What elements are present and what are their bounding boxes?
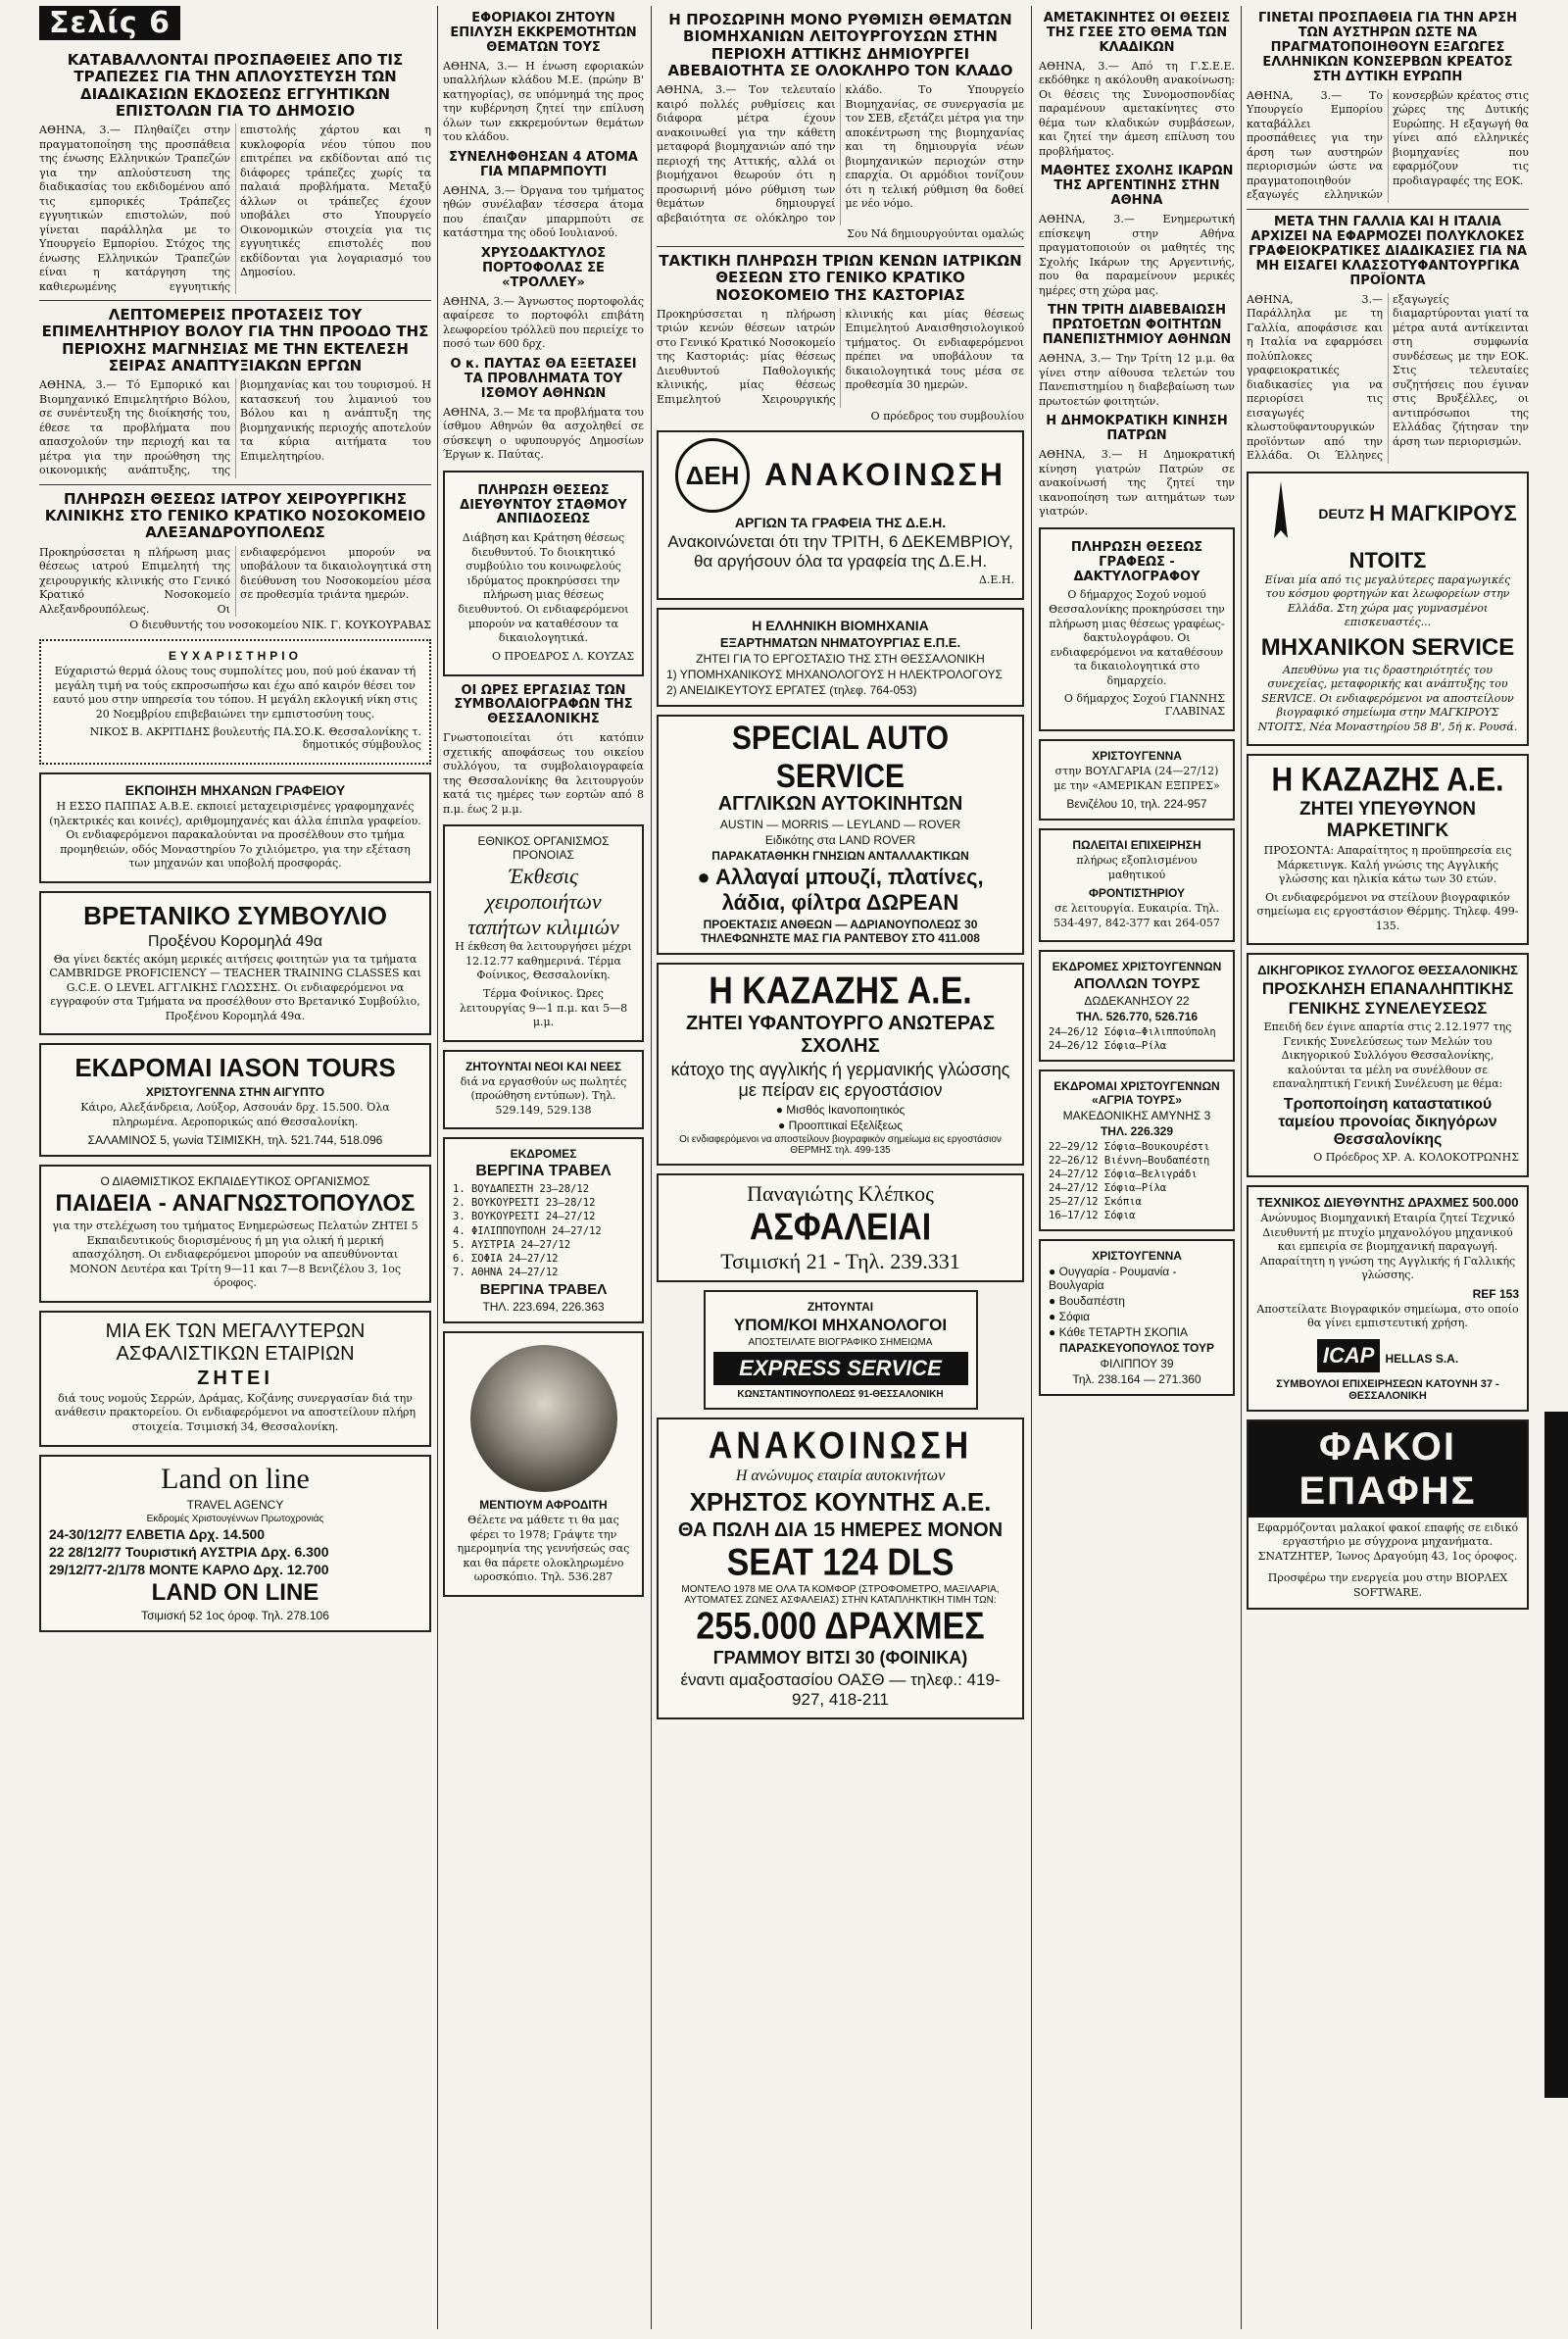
ad-subtitle: TRAVEL AGENCY (186, 1497, 284, 1512)
ad-land-on-line (39, 1455, 431, 1632)
trip-item: 5. ΑΥΣΤΡΙΑ 24—27/12 (453, 1238, 571, 1251)
ad-title: Η ΕΛΛΗΝΙΚΗ ΒΙΟΜΗΧΑΝΙΑ (752, 617, 929, 633)
divider (39, 300, 431, 301)
trip-item: 22—26/12 Βιέννη—Βουδαπέστη (1049, 1154, 1210, 1167)
ad-item: ● Προοπτικαί Εξελίξεως (778, 1118, 903, 1132)
ad-top: ΕΘΝΙΚΟΣ ΟΡΓΑΝΙΣΜΟΣ ΠΡΟΝΟΙΑΣ (477, 834, 610, 863)
ad-brand: DEUTZ (1318, 505, 1365, 522)
column-2 (443, 6, 644, 1605)
ad-topic: Τροποποίηση καταστατικού ταμείου προνοίας δικηγόρων Θεσσαλονίκης (1278, 1096, 1497, 1148)
article-signature: Σου Νά δημιουργούνται ομαλώς (847, 227, 1024, 241)
ad-title: ΑΣΦΑΛΕΙΑΙ (749, 1205, 932, 1249)
trip-item: 22 28/12/77 Τουριστική ΑΥΣΤΡΙΑ Δρχ. 6.300 (49, 1543, 329, 1560)
article-body: Γνωστοποιείται ότι κατόπιν σχετικής αποφάσεως του οικείου συλλόγου, τα συμβολαιογραφεία της Θεσσαλονίκης θα λειτουργούν κατά τις ημέρες των εορτών από 8 π.μ. έως 2 μ.μ. (443, 731, 644, 816)
ad-body: Εφαρμόζονται μαλακοί φακοί επαφής σε ειδικό εργαστήριο με σύγχρονα μηχανήματα. ΣΝΑΤΖΗΤΕΡ, Ίωνος Δραγούμη 43, 1ος όροφος. (1256, 1520, 1519, 1563)
article-title: ΠΛΗΡΩΣΗ ΘΕΣΕΩΣ ΙΑΤΡΟΥ ΧΕΙΡΟΥΡΓΙΚΗΣ ΚΛΙΝΙΚΗΣ ΣΤΟ ΓΕΝΙΚΟ ΚΡΑΤΙΚΟ ΝΟΣΟΚΟΜΕΙΟ ΑΛΕΞΑΝΔΡΟΥΠΟΛΕΩΣ (44, 489, 426, 542)
article-body: ΑΘΗΝΑ, 3.— Το Υπουργείο Εμπορίου καταβάλλει προσπάθειες για την άρση των αυστηρών περιορισμών ώστε να πραγματοποιηθούν εξαγωγές ελληνικών κονσερβών κρέατος στις χώρες της Δυτικής Ευρώπης. Η εξαγωγή θα γίνει από ελληνικές βιομηχανίες που εφαρμόζουν τις προδιαγραφές της ΕΟΚ. (1247, 88, 1529, 202)
article-freshmen (1039, 304, 1235, 409)
page-edge-strip (1544, 1412, 1568, 2098)
ad-youth-wanted (443, 1050, 644, 1130)
ad-iason-tours (39, 1043, 431, 1157)
ad-address: ΚΩΝΣΤΑΝΤΙΝΟΥΠΟΛΕΩΣ 91-ΘΕΣΣΑΛΟΝΙΚΗ (737, 1388, 944, 1400)
ad-tel: Τηλ. 238.164 — 271.360 (1072, 1371, 1201, 1386)
column-1 (39, 6, 431, 1640)
ad-body: Επειδή δεν έγινε απαρτία στις 2.12.1977 της Γενικής Συνελεύσεως των Μελών του Δικηγορικού Συλλόγου Θεσσαλονίκης, καλούνται τα μέλη να συνέλθουν σε επαναληπτική Γενική Συνέλευση με θέμα: (1263, 1020, 1512, 1091)
ad-thanks (39, 639, 431, 765)
ad-carpets-exhibit (443, 824, 644, 1041)
ad-sale: ΘΑ ΠΩΛΗ ΔΙΑ 15 ΗΜΕΡΕΣ ΜΟΝΟΝ (677, 1518, 1004, 1541)
ad-ref: REF 153 (1472, 1286, 1519, 1301)
ad-specialty: Ειδικότης στα LAND ROVER (764, 832, 916, 847)
ad-seat-sale (657, 1418, 1024, 1719)
article-title: ΓΙΝΕΤΑΙ ΠΡΟΣΠΑΘΕΙΑ ΓΙΑ ΤΗΝ ΑΡΣΗ ΤΩΝ ΑΥΣΤΗΡΩΝ ΩΣΤΕ ΝΑ ΠΡΑΓΜΑΤΟΠΟΙΗΘΟΥΝ ΕΞΑΓΩΓΕΣ ΕΛΛΗΝΙΚΩΝ ΚΟΝΣΕΡΒΩΝ ΚΡΕΑΤΟΣ ΣΤΗ ΔΥΤΙΚΗ ΕΥΡΩΠΗ (1257, 11, 1518, 84)
ad-spinning-industry (657, 608, 1024, 707)
ad-tel: ΤΗΛ. 223.694, 226.363 (482, 1300, 605, 1315)
ad-special-auto-service (657, 715, 1024, 955)
article-title: ΠΛΗΡΩΣΗ ΘΕΣΕΩΣ ΓΡΑΦΕΩΣ - ΔΑΚΤΥΛΟΓΡΑΦΟΥ (1070, 539, 1203, 584)
column-4 (1039, 6, 1235, 1404)
article-title: ΜΑΘΗΤΕΣ ΣΧΟΛΗΣ ΙΚΑΡΩΝ ΤΗΣ ΑΡΓΕΝΤΙΝΗΣ ΣΤΗΝ ΑΘΗΝΑ (1040, 164, 1234, 209)
trip-item: 16—17/12 Σόφια (1049, 1210, 1136, 1222)
article-body: ΑΘΗΝΑ, 3.— Όργανα του τμήματος ηθών συνέλαβαν τέσσερα άτομα που έπαιζαν μπαρμπούτι σε κατάστημα της οδού Ιουλιανού. (443, 183, 644, 240)
ad-address: ΣΑΛΑΜΙΝΟΣ 5, γωνία ΤΣΙΜΙΣΚΗ, τηλ. 521.744, 518.096 (87, 1133, 383, 1148)
article-title: ΛΕΠΤΟΜΕΡΕΙΣ ΠΡΟΤΑΣΕΙΣ ΤΟΥ ΕΠΙΜΕΛΗΤΗΡΙΟΥ ΒΟΛΟΥ ΓΙΑ ΤΗΝ ΠΡΟΟΔΟ ΤΗΣ ΠΕΡΙΟΧΗΣ ΜΑΓΝΗΣΙΑΣ ΜΕ ΤΗΝ ΕΚΤΕΛΕΣΗ ΣΕΙΡΑΣ ΑΝΑΠΤΥΞΙΑΚΩΝ ΕΡΓΩΝ (41, 306, 429, 374)
ad-address: ΔΩΔΕΚΑΝΗΣΟΥ 22 (1084, 994, 1190, 1009)
article-body: Διάβηση και Κράτηση θέσεως διευθυντού. Το διοικητικό συμβούλιο του κοινωφελούς ιδρύματος προκηρύσσει την πλήρωση μιας θέσεως διευθυντού. Οι ενδιαφερόμενοι μπορούν να καταθέσουν τα δικαιολογητικά. (458, 531, 629, 645)
ad-item: ● Μισθός Ικανοποιητικός (775, 1102, 906, 1117)
ad-body: Ανακοινώνεται ότι την ΤΡΙΤΗ, 6 ΔΕΚΕΜΒΡΙΟΥ, θα αργήσουν όλα τα γραφεία της Δ.Ε.Η. (667, 531, 1013, 571)
trip-item: 24—26/12 Σόφια—Φιλιππούπολη (1049, 1026, 1216, 1039)
article-argentina-cadets (1039, 165, 1235, 298)
article-signature: Ο διευθυντής του νοσοκομείου ΝΙΚ. Γ. ΚΟΥΚΟΥΡΑΒΑΣ (129, 619, 431, 632)
ad-body-2: σε λειτουργία. Ευκαιρία. Τηλ. 534-497, 842-377 και 264-057 (1054, 902, 1220, 929)
ad-title-2: ΦΡΟΝΤΙΣΤΗΡΙΟΥ (1088, 886, 1186, 901)
article-arrests (443, 151, 644, 241)
ad-tutoring-sale (1039, 828, 1235, 942)
article-body: ΑΘΗΝΑ, 3.— Τό Εμπορικό και Βιομηχανικό Επιμελητήριο Βόλου, σε συνέντευξη της διοίκησής του, έθεσε τα προβλήματα που απασχολούν την περιοχή και τα μέτρα για την προώθηση της οικονομικής ανάπτυξης, της βιομηχανίας και του τουρισμού. Η κατασκευή του λιμανιού του Βόλου και η ανάπτυξη της βιομηχανικής περιοχής αποτελούν τα κύρια αιτήματα του Επιμελητηρίου. (39, 378, 431, 477)
ad-send: Αποστείλατε Βιογραφικόν σημείωμα, στο οποίο θα γίνει εμπιστευτική χρήση. (1256, 1302, 1519, 1330)
divider (39, 484, 431, 485)
ad-service-title: ΜΗΧΑΝΙΚΟΝ SERVICE (1260, 633, 1515, 661)
ad-kazazis-marketing (1247, 754, 1529, 945)
ad-brand: EXPRESS SERVICE (713, 1352, 968, 1385)
ad-apollon-tours (1039, 950, 1235, 1061)
ad-american-express (1039, 739, 1235, 821)
ad-address: ΜΑΚΕΔΟΝΙΚΗΣ ΑΜΥΝΗΣ 3 (1062, 1108, 1211, 1122)
ad-body: για την στελέχωση του τμήματος Ενημερώσεως Πελατών ΖΗΤΕΙ 5 Εκπαιδευτικούς διορισμένους ή μη για ολική ή μερική απασχόληση. Οι ενδιαφερόμενοι μπορούν να απευθύνονται ΜΟΝΟΝ Δευτέρα και Τρίτη 9—11 και 7—8 Βενιζέλου 3, 1ος όροφος. (52, 1219, 418, 1290)
column-rule (1241, 6, 1242, 2329)
ad-subtitle: Η ανώνυμος εταιρία αυτοκινήτων (735, 1467, 946, 1484)
ad-name: Παναγιώτης Κλέπκος (747, 1180, 934, 1206)
ad-footer: ΒΕΡΓΙΝΑ ΤΡΑΒΕΛ (479, 1281, 608, 1299)
ad-parts: ΠΑΡΑΚΑΤΑΘΗΚΗ ΓΝΗΣΙΩΝ ΑΝΤΑΛΛΑΚΤΙΚΩΝ (711, 848, 969, 863)
ad-express-service (704, 1290, 978, 1410)
ad-tel: ΤΗΛ. 226.329 (1100, 1123, 1174, 1138)
ad-title: Land on line (161, 1462, 310, 1495)
ad-body: πλήρως εξοπλισμένου μαθητικού (1076, 854, 1198, 881)
ad-body: ΖΗΤΕΙ ΓΙΑ ΤΟ ΕΡΓΟΣΤΑΣΙΟ ΤΗΣ ΣΤΗ ΘΕΣΣΑΛΟΝΙΚΗ (696, 651, 985, 666)
ad-subtitle: ΑΡΓΙΩΝ ΤΑ ΓΡΑΦΕΙΑ ΤΗΣ Δ.Ε.Η. (734, 514, 947, 530)
article-body: ΑΘΗΝΑ, 3.— Η ένωση εφοριακών υπαλλήλων κλάδου Μ.Ε. (πρώην Β' κατηγορίας), σε υπόμνημά της προς την κυβέρνηση ζητεί την επίλυση όλων των εκκρεμούντων θεμάτων του κλάδου. (443, 59, 644, 144)
ad-subtitle: ΖΗΤΕΙ ΥΦΑΝΤΟΥΡΓΟ ΑΝΩΤΕΡΑΣ ΣΧΟΛΗΣ (685, 1012, 996, 1057)
ad-footer: Προσφέρω την ενεργεία μου στην ΒΙΟΡΛΕΧ SOFTWARE. (1267, 1571, 1508, 1599)
ad-item: ● Βουδαπέστη (1049, 1293, 1125, 1308)
ad-subtitle: ΑΓΓΛΙΚΩΝ ΑΥΤΟΚΙΝΗΤΩΝ (717, 792, 963, 815)
ad-title: ΕΚΠΟΙΗΣΗ ΜΗΧΑΝΩΝ ΓΡΑΦΕΙΟΥ (124, 782, 346, 799)
ad-service-body: Απευθύνω για τις δραστηριότητές του συνεχείας, μεταφορικής και ανάπτυξης του SERVICE. Οι ενδιαφερόμενοι να αποστείλουν βιογραφικό σημείωμα στην ΜΑΓΚΙΡΟΥΣ ΝΤΟΙΤΣ, Νέα Μοναστηρίου 58 Β', 5ή κ. Ρουσά. (1257, 663, 1518, 733)
ad-top: ΖΗΤΟΥΝΤΑΙ (807, 1299, 874, 1314)
ad-mentium (443, 1331, 644, 1597)
ad-title: ΤΕΧΝΙΚΟΣ ΔΙΕΥΘΥΝΤΗΣ ΔΡΑΧΜΕΣ 500.000 (1256, 1195, 1519, 1210)
ad-footer: Οι ενδιαφερόμενοι να στείλουν βιογραφικόν σημείωμα εις εργοστάσιον Θέρμης. Τηλεφ. 499-135. (1256, 890, 1519, 932)
ad-deh-announcement (657, 430, 1024, 600)
ad-title: ΕΚΔΡΟΜΑΙ IASON TOURS (74, 1053, 396, 1083)
ad-subtitle: ΖΗΤΕΙ ΥΠΕΥΘΥΝΟΝ ΜΑΡΚΕΤΙΝΓΚ (1299, 799, 1476, 842)
ad-body: Κάιρο, Αλεξάνδρεια, Λούξορ, Ασσουάν δρχ. 15.500. Όλα πληρωμένα. Αεροπορικώς από Θεσσαλονίκη. (80, 1101, 390, 1128)
ad-title: ΕΚΔΡΟΜΕΣ ΧΡΙΣΤΟΥΓΕΝΝΩΝ (1052, 960, 1222, 974)
ad-item: ● Κάθε ΤΕΤΑΡΤΗ ΣΚΟΠΙΑ (1049, 1324, 1189, 1339)
ad-zitei: ΖΗΤΕΙ (197, 1367, 273, 1389)
article-notaries (443, 684, 644, 818)
ad-title: ΜΙΑ ΕΚ ΤΩΝ ΜΕΓΑΛΥΤΕΡΩΝ ΑΣΦΑΛΙΣΤΙΚΩΝ ΕΤΑΙΡΙΩΝ (105, 1319, 366, 1365)
article-title: ΤΑΚΤΙΚΗ ΠΛΗΡΩΣΗ ΤΡΙΩΝ ΚΕΝΩΝ ΙΑΤΡΙΚΩΝ ΘΕΣΕΩΝ ΣΤΟ ΓΕΝΙΚΟ ΚΡΑΤΙΚΟ ΝΟΣΟΚΟΜΕΙΟ ΤΗΣ ΚΑΣΤΟΡΙΑΣ (659, 252, 1022, 304)
article-banks (39, 52, 431, 294)
ad-insurance (39, 1311, 431, 1447)
ad-body: Ανώνυμος Βιομηχανική Εταιρία ζητεί Τεχνικό Διευθυντή με πτυχίο μηχανολόγου μηχανικού και εμπειρία σε βιομηχανική παραγωγή. Απαραίτητη η γνώση της Αγγλικής ή Γαλλικής γλώσσης. (1259, 1212, 1516, 1282)
article-meat-exports (1247, 12, 1529, 203)
ad-title: Η ΚΑΖΑΖΗΣ Α.Ε. (1271, 761, 1504, 799)
trip-item: 4. ΦΙΛΙΠΠΟΥΠΟΛΗ 24—27/12 (453, 1224, 602, 1237)
ad-tel: έναντι αμαξοστασίου ΟΑΣΘ — τηλεφ.: 419-927, 418-211 (680, 1669, 1001, 1709)
article-kastoria (657, 253, 1024, 422)
ad-footer: LAND ON LINE (151, 1578, 319, 1606)
trip-item: 1. ΒΟΥΔΑΠΕΣΤΗ 23—28/12 (453, 1183, 590, 1196)
article-alexandroupoli (39, 491, 431, 631)
ad-body: διά να εργασθούν ως πωλητές (προώθηση εντύπων). Τηλ. 529.149, 529.138 (460, 1074, 627, 1117)
ad-subtitle: ΑΠΟΣΤΕΙΛΑΤΕ ΒΙΟΓΡΑΦΙΚΟ ΣΗΜΕΙΩΜΑ (748, 1336, 933, 1348)
ad-address: ΦΙΛΙΠΠΟΥ 39 (1100, 1356, 1174, 1370)
trip-item: 29/12/77-2/1/78 ΜΟΝΤΕ ΚΑΡΛΟ Δρχ. 12.700 (49, 1561, 329, 1577)
trip-item: 24—27/12 Σόφια—Βελιγράδι (1049, 1168, 1198, 1180)
column-5 (1247, 6, 1529, 1617)
ad-title: ΧΡΙΣΤΟΥΓΕΝΝΑ (1092, 1248, 1182, 1263)
trip-item: 6. ΣΟΦΙΑ 24—27/12 (453, 1252, 559, 1265)
icap-logo: ICAP (1317, 1339, 1381, 1372)
article-body: ΑΘΗΝΑ, 3.— Ενημερωτική επίσκεψη στην Αθήνα πραγματοποιούν οι μαθητές της Σχολής Ικάρων της Αργεντινής, που θα παραμείνουν μερικές ημέρες στη χώρα μας. (1039, 213, 1235, 297)
trip-item: 3. ΒΟΥΚΟΥΡΕΣΤΙ 24—27/12 (453, 1211, 596, 1223)
trip-item: 22—29/12 Σόφια—Βουκουρέστι (1049, 1140, 1210, 1153)
ad-title: ΔΙΚΗΓΟΡΙΚΟΣ ΣΥΛΛΟΓΟΣ ΘΕΣΣΑΛΟΝΙΚΗΣ (1257, 963, 1518, 978)
article-gsee (1039, 12, 1235, 159)
trip-item: 25—27/12 Σκόπια (1049, 1196, 1142, 1209)
article-body: Ο δήμαρχος Σοχού νομού Θεσσαλονίκης προκηρύσσει την πλήρωση μιας θέσεως γραφέως-δακτυλογράφου. Οι ενδιαφερόμενοι να καταθέσουν τα δικαιολογητικά στο δημαρχείο. (1049, 588, 1225, 687)
ad-body: στην ΒΟΥΛΓΑΡΙΑ (24—27/12) με την «ΑΜΕΡΙΚΑΝ ΕΞΠΡΕΣ» (1054, 765, 1220, 792)
article-body: ΑΘΗΝΑ, 3.— Παράλληλα με τη Γαλλία, αποφάσισε και η Ιταλία να εφαρμόσει πολύπλοκες γραφειοκρατικές διαδικασίες για να περιορίσει τις εισαγωγές κλωστοϋφαντουργικών προϊόντων από την Ελλάδα. Οι Έλληνες εξαγωγείς διαμαρτύρονται γιατί τα μέτρα αυτά αντίκεινται στη συμφωνία συνδέσεως με την ΕΟΚ. Στις τελευταίες συζητήσεις που έγιναν στις Βρυξέλλες, οι αντιπρόσωποι της Ελλάδας ζήτησαν την άρση των περιορισμών. (1247, 292, 1529, 463)
ad-body: Εύχαριστώ θερμά όλους τους συμπολίτες μου, πού μού έκαναν τή μεγάλη τιμή να τούς εκπροσωπήσω και έχω από καιρόν θέσει τον εαυτό μου στην υπηρεσία του τόπου. Η μεγάλη εκλογική νίκη στις 20 Νοεμβρίου επιβεβαιώνει την εμπιστοσύνη τους. (53, 665, 417, 721)
ad-title: ΧΡΙΣΤΟΥΓΕΝΝΑ (1092, 749, 1182, 764)
ad-body: διά τους νομούς Σερρών, Δράμας, Κοζάνης συνεργασίαν διά την ανάθεσιν πρακτορείου. Οι ενδιαφερόμενοι να αποστείλουν πλήρη στοιχεία. Τσιμισκή 34, Θεσσαλονίκη. (54, 1391, 416, 1433)
article-patras (1039, 415, 1235, 519)
ad-title: ΕΚΔΡΟΜΕΣ (510, 1147, 577, 1162)
divider (1247, 209, 1529, 210)
ad-address: Βενιζέλου 10, τηλ. 224-957 (1066, 797, 1207, 812)
ad-item: 1) ΥΠΟΜΗΧΑΝΙΚΟΥΣ ΜΗΧΑΝΟΛΟΓΟΥΣ Η ΗΛΕΚΤΡΟΛΟΓΟΥΣ (666, 667, 1003, 681)
article-body: ΑΘΗΝΑ, 3.— Πληθαίζει στην πραγματοποίηση της προσπάθεια της ένωσης Ελληνικών Τραπεζών για την απλούστευση της διαδικασίας του εκδιδομένου από τις εμπορικές Τράπεζες εγγυητικών επιστολών, πού γίνεται παράλληλα με το Υπουργείο Εμπορίου. Στόχος της ένωσης Ελληνικών Τραπεζών είναι η κατάργηση της καθιερωμένης εγγυητικής επιστολής χάρτου και η κυκλοφορία νέου τύπου που επιτρέπει να εκδίδονται από τις διάφορες τράπεζες χωρίς τα παλαιά προβλήματα. Μεταξύ άλλων οι τράπεζες έχουν υποβάλει στο Υπουργείο Οικονομικών στοιχεία για τις εγγυητικές επιστολές που εκδίδονται για λογαριασμό του Δημοσίου. (39, 124, 431, 293)
ad-signature: Ο Πρόεδρος ΧΡ. Α. ΚΟΛΟΚΟΤΡΩΝΗΣ (1313, 1151, 1519, 1164)
ad-title: Η ΚΑΖΑΖΗΣ Α.Ε. (709, 969, 972, 1013)
article-title: ΣΥΝΕΛΗΦΘΗΣΑΝ 4 ΑΤΟΜΑ ΓΙΑ ΜΠΑΡΜΠΟΥΤΙ (449, 149, 638, 179)
ad-paideia (39, 1165, 431, 1303)
column-3 (657, 6, 1024, 1727)
ad-agria-tours (1039, 1070, 1235, 1231)
portrait-photo (470, 1345, 617, 1492)
ad-vergina-travel (443, 1137, 644, 1323)
ad-body: Η έκθεση θα λειτουργήσει μέχρι 12.12.77 καθημερινά. Τέρμα Φοίνικος, Θεσσαλονίκη. (455, 940, 632, 982)
ad-kazazis-weaver (657, 963, 1024, 1166)
ad-subtitle: Προξένου Κορομηλά 49α (148, 932, 322, 950)
article-body: ΑΘΗΝΑ, 3.— Την Τρίτη 12 μ.μ. θα γίνει στην αίθουσα τελετών του Πανεπιστημίου η διαβεβαίωση των πρωτοετών φοιτητών. (1039, 352, 1235, 408)
ad-item: ● Σόφια (1049, 1309, 1091, 1323)
article-isthmus (443, 358, 644, 463)
ad-title: SPECIAL AUTO SERVICE (731, 719, 950, 795)
page-masthead: Σελίς 6 (39, 6, 180, 40)
column-rule (437, 6, 438, 2329)
article-signature: Ο δήμαρχος Σοχού ΓΙΑΝΝΗΣ ΓΛΑΒΙΝΑΣ (1063, 692, 1225, 719)
article-signature: Ο πρόεδρος του συμβουλίου (870, 409, 1024, 423)
ad-title: ΑΝΑΚΟΙΝΩΣΗ (764, 457, 1005, 493)
ad-body: Η ΕΣΣΟ ΠΑΠΠΑΣ Α.Β.Ε. εκποιεί μεταχειρισμένες γραφομηχανές (ηλεκτρικές και κοινές), αριθμομηχανές και άλλα έπιπλα γραφείου. Οι ενδιαφερόμενοι παρακαλούνται να προσέλθουν στο τμήμα προμηθειών, οδός Μοναστηρίου 7ο χιλιόμετρο, για την εξέταση των μηχανών και υποβολή προσφοράς. (49, 800, 421, 871)
ad-item: 2) ΑΝΕΙΔΙΚΕΥΤΟΥΣ ΕΡΓΑΤΕΣ (τηλεφ. 764-053) (666, 682, 917, 697)
ad-title: ΦΑΚΟΙ ΕΠΑΦΗΣ (1249, 1421, 1527, 1518)
article-title: ΤΗΝ ΤΡΙΤΗ ΔΙΑΒΕΒΑΙΩΣΗ ΠΡΩΤΟΕΤΩΝ ΦΟΙΤΗΤΩΝ ΠΑΝΕΠΙΣΤΗΜΙΟΥ ΑΘΗΝΩΝ (1042, 303, 1232, 348)
ad-paraskevopoulos (1039, 1239, 1235, 1396)
ad-hours: Τέρμα Φοίνικος. Ώρες λειτουργίας 9—1 π.μ. και 5—8 μ.μ. (459, 986, 628, 1029)
ad-tel: ΤΗΛ. 526.770, 526.716 (1075, 1010, 1199, 1024)
ad-top: Ο ΔΙΑΘΜΙΣΤΙΚΟΣ ΕΚΠΑΙΔΕΥΤΙΚΟΣ ΟΡΓΑΝΙΣΜΟΣ (100, 1174, 370, 1189)
article-title: ΕΦΟΡΙΑΚΟΙ ΖΗΤΟΥΝ ΕΠΙΛΥΣΗ ΕΚΚΡΕΜΟΤΗΤΩΝ ΘΕΜΑΤΩΝ ΤΟΥΣ (450, 11, 637, 55)
ad-agency: ΑΠΟΛΛΩΝ ΤΟΥΡΣ (1073, 975, 1200, 993)
ad-description: ΜΟΝΤΕΛΟ 1978 ΜΕ ΟΛΑ ΤΑ ΚΟΜΦΟΡ (ΣΤΡΟΦΟΜΕΤΡΟ, ΜΑΞΙΛΑΡΙΑ, ΑΥΤΟΜΑΤΕΣ ΖΩΝΕΣ ΑΣΦΑΛΕΙΑΣ) ΣΤΗΝ ΚΑΤΑΠΛΗΚΤΙΚΗ ΤΙΜΗ ΤΩΝ: (681, 1583, 1000, 1606)
article-title: ΜΕΤΑ ΤΗΝ ΓΑΛΛΙΑ ΚΑΙ Η ΙΤΑΛΙΑ ΑΡΧΙΖΕΙ ΝΑ ΕΦΑΡΜΟΖΕΙ ΠΟΛΥΚΛΟΚΕΣ ΓΡΑΦΕΙΟΚΡΑΤΙΚΕΣ ΔΙΑΔΙΚΑΣΙΕΣ ΓΙΑ ΝΑ ΜΗ ΕΙΣΑΓΕΙ ΚΛΑΣΣΟΤΥΦΑΝΤΟΥΡΓΙΚΑ ΠΡΟΪΟΝΤΑ (1248, 214, 1528, 288)
ad-title: ΕΚΔΡΟΜΑΙ ΧΡΙΣΤΟΥΓΕΝΝΩΝ «ΑΓΡΙΑ ΤΟΥΡΣ» (1054, 1078, 1220, 1107)
ad-address: ΠΡΟΕΚΤΑΣΙΣ ΑΝΘΕΩΝ — ΑΔΡΙΑΝΟΥΠΟΛΕΩΣ 30 ΤΗΛΕΦΩΝΗΣΤΕ ΜΑΣ ΓΙΑ ΡΑΝΤΕΒΟΥ ΣΤΟ 411.008 (701, 917, 980, 945)
divider (657, 246, 1024, 247)
ad-body: κάτοχο της αγγλικής ή γερμανικής γλώσσης με πείραν εις εργοστάσιον (670, 1059, 1010, 1100)
article-title: ΠΛΗΡΩΣΗ ΘΕΣΕΩΣ ΔΙΕΥΘΥΝΤΟΥ ΣΤΑΘΜΟΥ ΑΝΠΙΔΟΣΕΩΣ (460, 482, 627, 527)
article-tax-officers (443, 12, 644, 145)
article-industry (657, 12, 1024, 240)
ad-office-machines (39, 772, 431, 883)
ad-body: Θέλετε να μάθετε τι θα μας φέρει το 1978; Γράψτε την ημερομηνία της γεννήσεώς σας και θα πάρετε ολοκληρωμένο ωροσκόπιο. Τηλ. 536.287 (457, 1514, 630, 1584)
deutz-logo-icon (1258, 479, 1303, 548)
ad-title: ΥΠΟΜ/ΚΟΙ ΜΗΧΑΝΟΛΟΓΟΙ (733, 1315, 948, 1334)
ad-contact-lenses (1247, 1419, 1529, 1611)
ad-title: ΠΑΙΔΕΙΑ - ΑΝΑΓΝΩΣΤΟΠΟΥΛΟΣ (55, 1190, 416, 1218)
trip-item: 24-30/12/77 ΕΛΒΕΤΙΑ Δρχ. 14.500 (49, 1525, 266, 1542)
deh-logo-icon: ΔΕΗ (675, 438, 750, 513)
ad-subtitle: ΠΡΟΣΚΛΗΣΗ ΕΠΑΝΑΛΗΠΤΙΚΗΣ ΓΕΝΙΚΗΣ ΣΥΝΕΛΕΥΣΕΩΣ (1261, 979, 1514, 1019)
ad-title: ΑΝΑΚΟΙΝΩΣΗ (708, 1423, 973, 1468)
ad-title: ΠΩΛΕΙΤΑΙ ΕΠΙΧΕΙΡΗΣΗ (1072, 838, 1201, 853)
article-title: Η ΠΡΟΣΩΡΙΝΗ ΜΟΝΟ ΡΥΘΜΙΣΗ ΘΕΜΑΤΩΝ ΒΙΟΜΗΧΑΝΙΩΝ ΛΕΙΤΟΥΡΓΟΥΣΩΝ ΣΤΗΝ ΠΕΡΙΟΧΗ ΑΤΤΙΚΗΣ ΔΗΜΙΟΥΡΓΕΙ ΑΒΕΒΑΙΟΤΗΤΑ ΣΕ ΟΛΟΚΛΗΡΟ ΤΟΝ ΚΛΑΔΟ (667, 11, 1013, 79)
ad-title: ΜΕΝΤΙΟΥΜ ΑΦΡΟΔΙΤΗ (479, 1498, 608, 1513)
trip-item: 24—27/12 Σόφια—Ρίλα (1049, 1182, 1167, 1195)
ad-agency: ΠΑΡΑΣΚΕΥΟΠΟΥΛΟΣ ΤΟΥΡ (1058, 1340, 1215, 1355)
article-director-post (443, 471, 644, 676)
ad-item: ● Ουγγαρία - Ρουμανία - Βουλγαρία (1049, 1264, 1177, 1292)
article-pickpocket (443, 247, 644, 352)
ad-address: ΓΡΑΜΜΟΥ ΒΙΤΣΙ 30 (ΦΟΙΝΙΚΑ) (712, 1647, 968, 1667)
ad-signature: ΝΙΚΟΣ Β. ΑΚΡΙΤΙΔΗΣ βουλευτής ΠΑ.ΣΟ.Κ. Θεσσαλονίκης τ. δημοτικός σύμβουλος (89, 725, 421, 752)
ad-signature: Δ.Ε.Η. (978, 572, 1014, 586)
ad-title: ΒΡΕΤΑΝΙΚΟ ΣΥΜΒΟΥΛΙΟ (83, 900, 387, 930)
trip-item: 24—26/12 Σόφια—Ρίλα (1049, 1040, 1167, 1053)
icap-sub: HELLAS S.A. (1385, 1351, 1459, 1366)
column-rule (1031, 6, 1032, 2329)
ad-address: Τσιμισκή 52 1ος όροφ. Τηλ. 278.106 (141, 1608, 329, 1622)
article-title: ΟΙ ΩΡΕΣ ΕΡΓΑΣΙΑΣ ΤΩΝ ΣΥΜΒΟΛΑΙΟΓΡΑΦΩΝ ΤΗΣ ΘΕΣΣΑΛΟΝΙΚΗΣ (454, 682, 633, 727)
ad-model: SEAT 124 DLS (726, 1540, 955, 1584)
article-body: Προκηρύσσεται η πλήρωση μιας θέσεως ιατρού Επιμελητή της χειρουργικής κλινικής στο Γενικό Κρατικό Νοσοκομείο Αλεξανδρουπόλεως. Οι ενδιαφερόμενοι μπορούν να υποβάλουν τα δικαιολογητικά στη διεύθυνση του Νοσοκομείου μέσα σε προθεσμία τριάντα ημερών. (39, 545, 431, 616)
ad-lawyers-association (1247, 953, 1529, 1177)
article-body: ΑΘΗΝΑ, 3.— Από τη Γ.Σ.Ε.Ε. εκδόθηκε η ακόλουθη ανακοίνωση: Οι θέσεις της Συνομοσπονδίας παραμένουν αμετακίνητες στο θέμα των κλαδικών συμβάσεων, και ζητεί την άμεση επίλυση του προβλήματος. (1039, 59, 1235, 158)
trip-item: 7. ΑΘΗΝΑ 24—27/12 (453, 1267, 559, 1279)
article-textiles-italy (1247, 216, 1529, 464)
icap-body: ΣΥΜΒΟΥΛΟΙ ΕΠΙΧΕΙΡΗΣΕΩΝ ΚΑΤΟΥΝΗ 37 - ΘΕΣΣΑΛΟΝΙΚΗ (1276, 1377, 1499, 1402)
article-signature: Ο ΠΡΟΕΔΡΟΣ Λ. ΚΟΥΖΑΣ (492, 649, 634, 663)
ad-brands: AUSTIN — MORRIS — LEYLAND — ROVER (719, 817, 961, 831)
ad-british-council (39, 891, 431, 1036)
ad-title-2: ΒΕΡΓΙΝΑ ΤΡΑΒΕΛ (475, 1163, 612, 1180)
ad-subtitle: ΧΡΙΣΤΟΥΓΕΝΝΑ ΣΤΗΝ ΑΙΓΥΠΤΟ (145, 1085, 325, 1100)
article-title: Η ΔΗΜΟΚΡΑΤΙΚΗ ΚΙΝΗΣΗ ΠΑΤΡΩΝ (1046, 414, 1228, 444)
ad-deutz (1247, 472, 1529, 747)
article-title: ΧΡΥΣΟΔΑΚΤΥΛΟΣ ΠΟΡΤΟΦΟΛΑΣ ΣΕ «ΤΡΟΛΛΕΥ» (480, 245, 607, 290)
ad-title: ΕΥΧΑΡΙΣΤΗΡΙΟ (169, 649, 302, 664)
ad-title: Η ΜΑΓΚΙΡΟΥΣ ΝΤΟΙΤΣ (1348, 500, 1517, 572)
ad-body: Είναι μία από τις μεγαλύτερες παραγωγικές του κόσμου φορτηγών και λεωφορείων στην Ελλάδα. Στη χώρα μας γυμνασμένοι επισκευαστές... (1264, 572, 1511, 629)
ad-title: ΖΗΤΟΥΝΤΑΙ ΝΕΟΙ ΚΑΙ ΝΕΕΣ (465, 1059, 622, 1073)
article-body: Προκηρύσσεται η πλήρωση τριών κενών θέσεων ιατρών στο Γενικό Κρατικό Νοσοκομείο της Καστοριάς: μίας θέσεως Διευθυντού Παθολογικής κλινικής, μίας θέσεως Επιμελητού Χειρουργικής κλινικής και μίας θέσεως Επιμελητού Αναισθησιολογικού τμήματος. Οι ενδιαφερόμενοι πρέπει να υποβάλουν τα δικαιολογητικά τους μέσα σε προθεσμία 30 ημερών. (657, 307, 1024, 406)
newspaper-page (39, 0, 1529, 2339)
article-body: ΑΘΗΝΑ, 3.— Άγνωστος πορτοφολάς αφαίρεσε το πορτοφόλι επιβάτη λεωφορείου τρόλλεϋ που περιείχε το ποσό των 600 δρχ. (443, 294, 644, 351)
ad-body: ΠΡΟΣΟΝΤΑ: Απαραίτητος η προϋπηρεσία εις Μάρκετινγκ. Καλή γνώσις της Αγγλικής γλώσσης και ηλικία κάτω των 30 ετών. (1263, 844, 1512, 886)
article-title: Ο κ. ΠΑΥΤΑΣ ΘΑ ΕΞΕΤΑΣΕΙ ΤΑ ΠΡΟΒΛΗΜΑΤΑ ΤΟΥ ΙΣΘΜΟΥ ΑΘΗΝΩΝ (450, 356, 637, 401)
ad-footer: Οι ενδιαφερόμενοι να αποστείλουν βιογραφικόν σημείωμα εις εργοστάσιον ΘΕΡΜΗΣ τηλ. 499-135 (679, 1133, 1002, 1156)
article-body: ΑΘΗΝΑ, 3.— Τον τελευταίο καιρό πολλές ρυθμίσεις και διάφορα μέτρα έχουν ανακοινωθεί για την κάθετη μεταφορά βιομηχανιών από την περιοχή της Αττικής, αλλά οι βιομήχανοι θεωρούν ότι η προσωρινή μόνο ρύθμιση των θεμάτων δημιουργεί αβεβαιότητα σε ολόκληρο τον κλάδο. Το Υπουργείο Βιομηχανίας, σε συνεργασία με τον ΣΕΒ, εξετάζει μέτρα για την αποκέντρωση της βιομηχανίας και τη δημιουργία νέων βιομηχανικών περιοχών στην επαρχία. Οι αρμόδιοι τονίζουν ότι η τελική ρύθμιση θα δοθεί με νέο νόμο. (657, 83, 1024, 224)
trip-item: 2. ΒΟΥΚΟΥΡΕΣΤΙ 23—28/12 (453, 1197, 596, 1210)
ad-company: ΧΡΗΣΤΟΣ ΚΟΥΝΤΗΣ Α.Ε. (689, 1486, 992, 1517)
ad-technical-director (1247, 1185, 1529, 1412)
ad-subtitle: ΕΞΑΡΤΗΜΑΤΩΝ ΝΗΜΑΤΟΥΡΓΙΑΣ Ε.Π.Ε. (719, 634, 961, 650)
article-volos (39, 307, 431, 478)
column-rule (651, 6, 652, 2329)
article-title: ΚΑΤΑΒΑΛΛΟΝΤΑΙ ΠΡΟΣΠΑΘΕΙΕΣ ΑΠΟ ΤΙΣ ΤΡΑΠΕΖΕΣ ΓΙΑ ΤΗΝ ΑΠΛΟΥΣΤΕΥΣΗ ΤΩΝ ΔΙΑΔΙΚΑΣΙΩΝ ΕΚΔΟΣΕΩΣ ΕΓΓΥΗΤΙΚΩΝ ΕΠΙΣΤΟΛΩΝ ΓΙΑ ΤΟ ΔΗΜΟΣΙΟ (67, 51, 404, 120)
ad-title: Έκθεσις χειροποιήτων ταπήτων κιλιμιών (467, 864, 619, 940)
article-typist-post (1039, 527, 1235, 731)
article-title: ΑΜΕΤΑΚΙΝΗΤΕΣ ΟΙ ΘΕΣΕΙΣ ΤΗΣ ΓΣΕΕ ΣΤΟ ΘΕΜΑ ΤΩΝ ΚΛΑΔΙΚΩΝ (1043, 11, 1231, 55)
ad-klepkos-insurance (657, 1173, 1024, 1282)
ad-subtitle-2: Εκδρομές Χριστουγέννων Πρωτοχρονιάς (146, 1513, 324, 1524)
article-body: ΑΘΗΝΑ, 3.— Η Δημοκρατική κίνηση γιατρών Πατρών σε ανακοίνωσή της ζητεί την ικανοποίηση των αιτημάτων των γιατρών. (1039, 448, 1235, 519)
ad-body: Θα γίνει δεκτές ακόμη μερικές αιτήσεις φοιτητών για τα τμήματα CAMBRIDGE PROFICIENCY — TEACHER TRAINING CLASSES και G.C.E. O LEVEL ΑΓΓΛΙΚΗΣ ΓΛΩΣΣΗΣ. Οι ενδιαφερόμενοι να εγγραφούν στα Τμήματα να προσέλθουν στο Βρετανικό Συμβούλιο, Προξένου Κορομηλά 49α. (49, 952, 421, 1022)
ad-address: Τσιμισκή 21 - Τηλ. 239.331 (720, 1248, 960, 1273)
ad-offer: ● Αλλαγαί μπουζί, πλατίνες, λάδια, φίλτρα ΔΩΡΕΑΝ (697, 864, 984, 915)
article-body: ΑΘΗΝΑ, 3.— Με τα προβλήματα του ίσθμου Αθηνών θα ασχοληθεί σε σύσκεψη ο υφυπουργός Δημοσίων Έργων κ. Παύτας. (443, 405, 644, 462)
ad-price: 255.000 ΔΡΑΧΜΕΣ (696, 1604, 985, 1648)
